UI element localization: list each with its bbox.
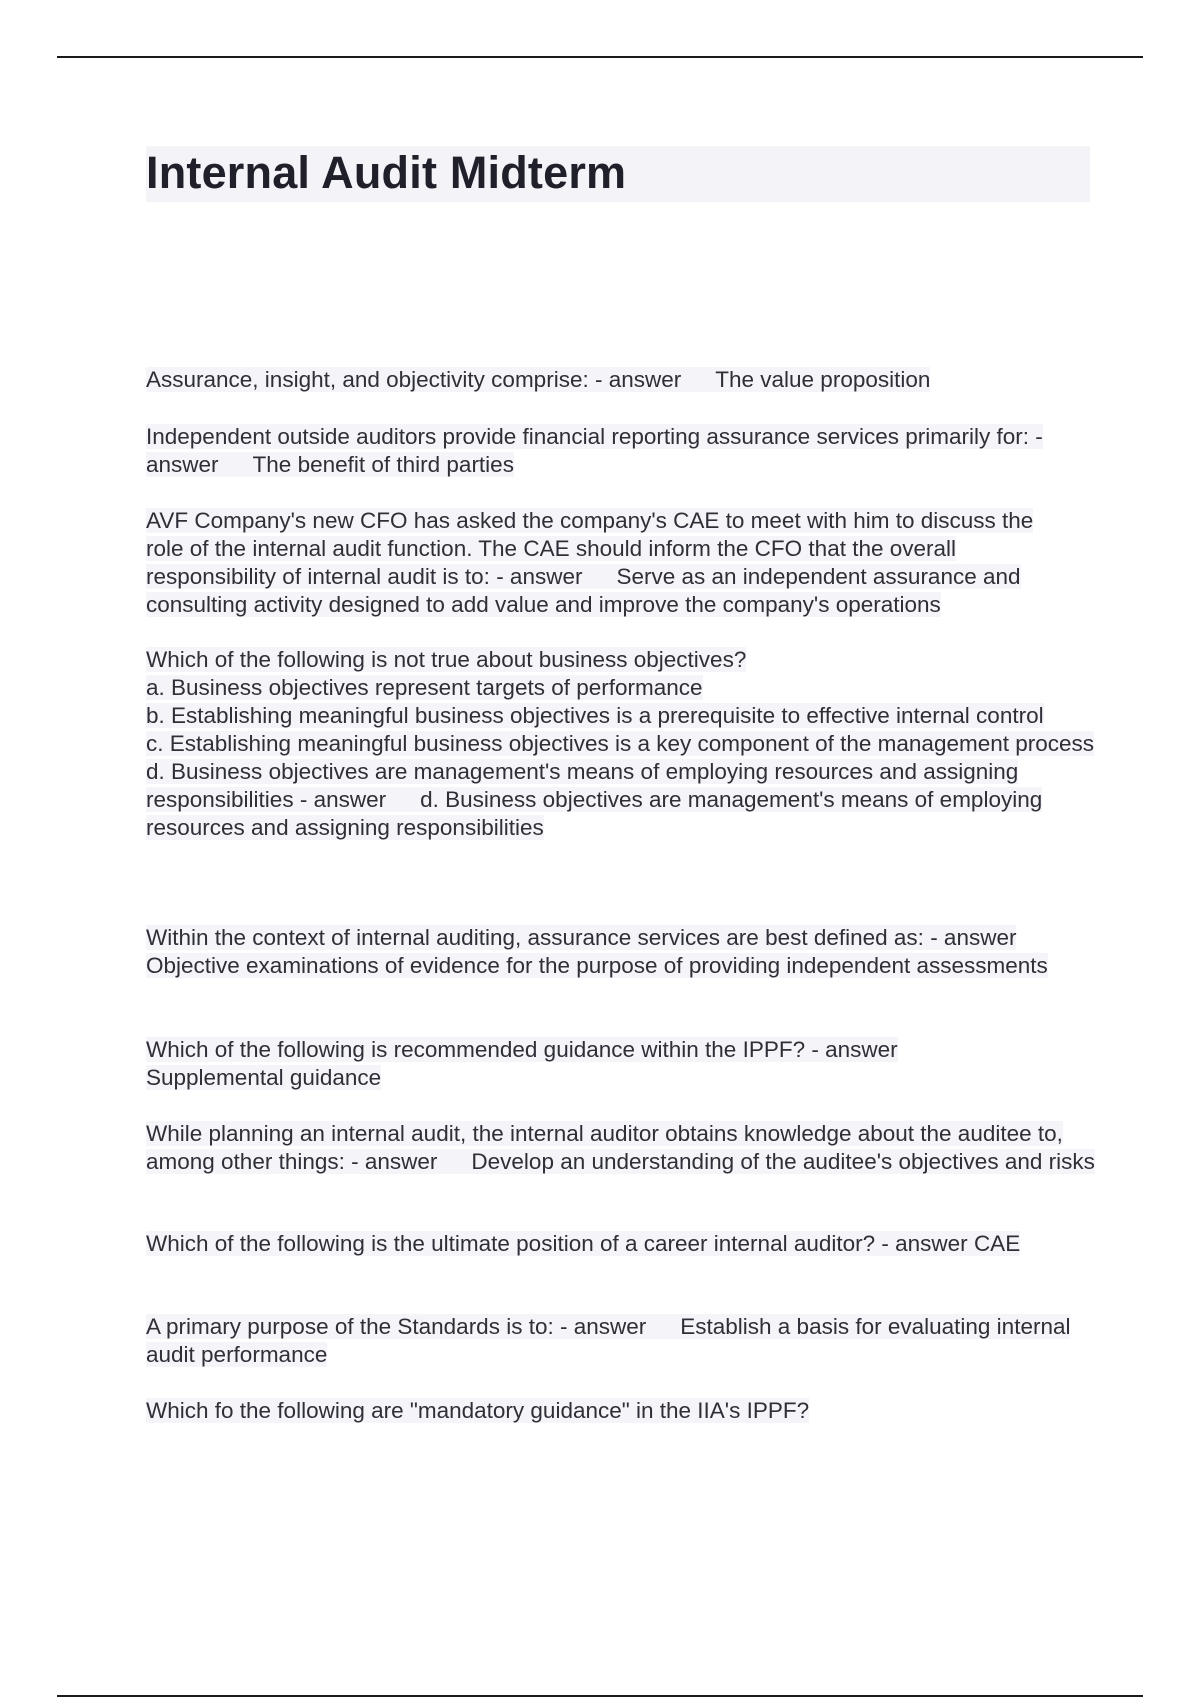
answer-text: d. Business objectives are management's means of employing resources and assigning responsibilities: [146, 787, 1043, 840]
answer-separator: - answer: [489, 564, 583, 589]
answer-separator: - answer: [146, 424, 1043, 477]
footer-rule: [57, 1695, 1143, 1697]
question-text: AVF Company's new CFO has asked the company's CAE to meet with him to discuss the role of the internal audit function. The CAE should inform the CFO that the overall responsibility of internal audit is to:: [146, 508, 1034, 589]
answer-separator: - answer: [293, 787, 387, 812]
answer-text: The value proposition: [715, 367, 931, 392]
option-d: d. Business objectives are management's means of employing resources and assigning responsibilities: [146, 759, 1019, 812]
answer-separator: - answer: [344, 1149, 438, 1174]
qa-item: [146, 366, 1086, 394]
option-c: c. Establishing meaningful business objectives is a key component of the management process: [146, 731, 1095, 756]
question-text: Independent outside auditors provide financial reporting assurance services primarily for:: [146, 424, 1029, 449]
answer-text: Supplemental guidance: [146, 1065, 382, 1090]
answer-text: Serve as an independent assurance and consulting activity designed to add value and improve the company's operations: [146, 564, 1021, 617]
option-a: a. Business objectives represent targets of performance: [146, 675, 703, 700]
qa-item: [146, 646, 1096, 842]
qa-item: [146, 1036, 976, 1092]
answer-separator: - answer: [588, 367, 682, 392]
question-text: Which fo the following are "mandatory guidance" in the IIA's IPPF?: [146, 1398, 810, 1423]
question-text: Within the context of internal auditing, assurance services are best defined as:: [146, 925, 924, 950]
qa-item: [146, 1313, 1091, 1369]
answer-text: The benefit of third parties: [252, 452, 514, 477]
answer-text: Establish a basis for evaluating internal audit performance: [146, 1314, 1071, 1367]
answer-separator: - answer: [923, 925, 1017, 950]
question-text: Which of the following is recommended guidance within the IPPF?: [146, 1037, 806, 1062]
qa-item: [146, 1120, 1096, 1176]
qa-item: [146, 924, 1101, 980]
answer-separator: - answer: [553, 1314, 647, 1339]
option-b: b. Establishing meaningful business objectives is a prerequisite to effective internal control: [146, 703, 1044, 728]
question-text: Which of the following is not true about business objectives?: [146, 647, 747, 672]
qa-item: [146, 507, 1071, 619]
answer-text: Objective examinations of evidence for the purpose of providing independent assessments: [146, 953, 1048, 978]
qa-item: [146, 1397, 1086, 1425]
question-text: While planning an internal audit, the internal auditor obtains knowledge about the auditee to, among other things:: [146, 1121, 1063, 1174]
question-text: Which of the following is the ultimate position of a career internal auditor?: [146, 1231, 876, 1256]
page-title: Internal Audit Midterm: [146, 147, 627, 198]
answer-text: CAE: [973, 1231, 1021, 1256]
question-text: Assurance, insight, and objectivity comprise:: [146, 367, 589, 392]
header-rule: [57, 56, 1143, 58]
qa-item: [146, 1230, 1046, 1258]
question-text: A primary purpose of the Standards is to:: [146, 1314, 554, 1339]
qa-item: [146, 423, 1076, 479]
answer-text: Develop an understanding of the auditee's objectives and risks: [471, 1149, 1095, 1174]
answer-separator: - answer: [805, 1037, 898, 1062]
answer-separator: - answer: [875, 1231, 968, 1256]
